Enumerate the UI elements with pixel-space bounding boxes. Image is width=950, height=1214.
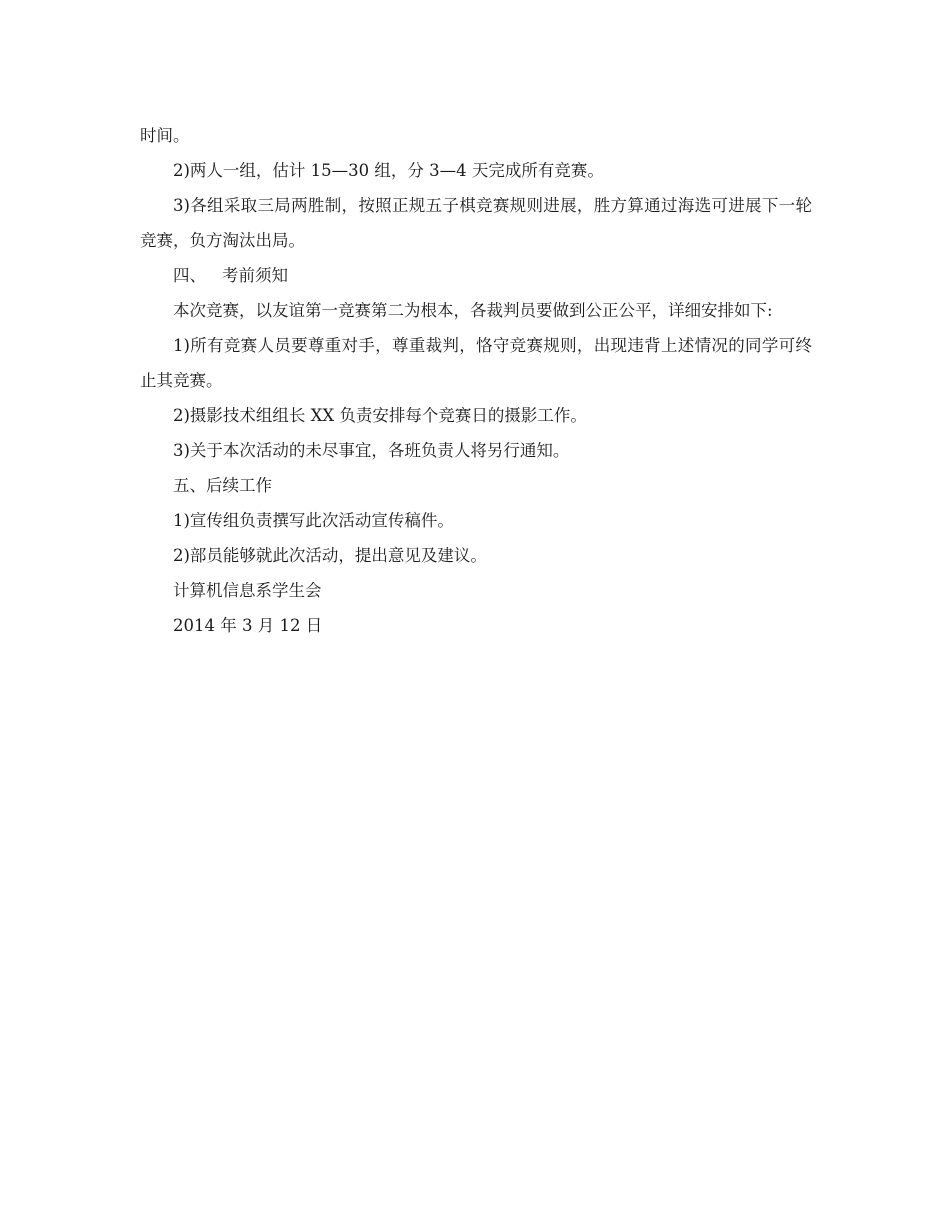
section-4-number: 四、 [173, 266, 206, 285]
document-body [140, 118, 812, 643]
signature-date: 2014 年 3 月 12 日 [173, 616, 323, 635]
section-4-title: 考前须知 [222, 266, 288, 285]
signature-organization: 计算机信息系学生会 [173, 581, 322, 600]
section-4-heading [140, 258, 812, 293]
section-4-item: 2)摄影技术组组长 XX 负责安排每个竞赛日的摄影工作。 [173, 406, 587, 425]
section-4-item: 1)所有竞赛人员要尊重对手，尊重裁判，恪守竞赛规则，出现违背上述情况的同学可终止其竞赛。 [140, 336, 812, 390]
section-5-heading: 五、后续工作 [173, 476, 272, 495]
section-5-item: 2)部员能够就此次活动，提出意见及建议。 [173, 546, 487, 565]
section-4-intro: 本次竞赛，以友谊第一竞赛第二为根本，各裁判员要做到公正公平，详细安排如下: [173, 301, 773, 320]
paragraph-groups: 2)两人一组，估计 15—30 组，分 3—4 天完成所有竞赛。 [173, 161, 604, 180]
paragraph-continuation: 时间。 [140, 126, 190, 145]
paragraph-match-format: 3)各组采取三局两胜制，按照正规五子棋竞赛规则进展，胜方算通过海选可进展下一轮竞赛，负方淘汰出局。 [140, 196, 812, 250]
section-5-item: 1)宣传组负责撰写此次活动宣传稿件。 [173, 511, 454, 530]
section-4-item: 3)关于本次活动的未尽事宜，各班负责人将另行通知。 [173, 441, 570, 460]
